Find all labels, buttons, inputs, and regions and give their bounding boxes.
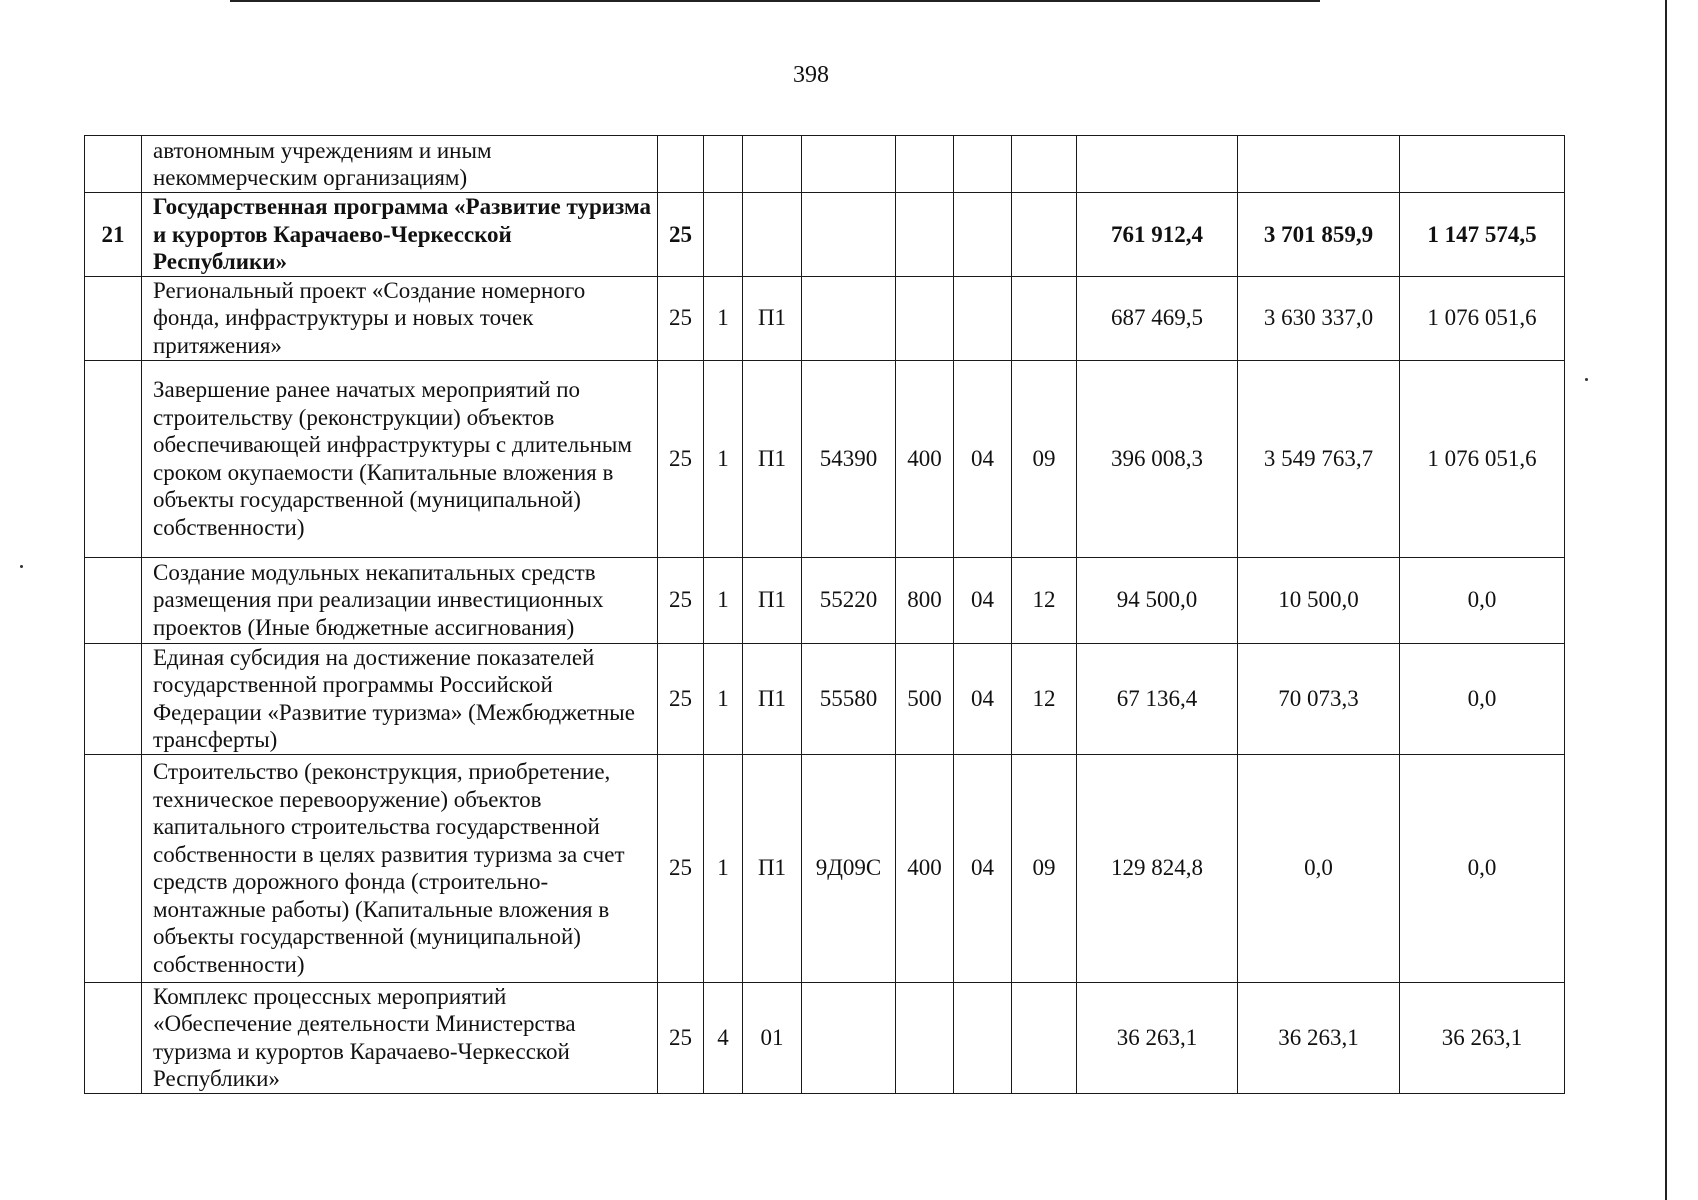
code-project-cell: П1	[743, 360, 802, 557]
item-name-cell: Региональный проект «Создание номерного фонда, инфраструктуры и новых точек притяжения»	[142, 276, 658, 360]
code-subsection-cell: 12	[1012, 643, 1077, 754]
top-edge-rule	[230, 0, 1320, 2]
code-ministry-cell: 25	[658, 557, 704, 643]
item-name-cell: автономным учреждениям и иным некоммерческим организациям)	[142, 136, 658, 193]
amount-year2-cell: 36 263,1	[1238, 982, 1400, 1093]
item-name-cell: Единая субсидия на достижение показателей государственной программы Российской Федерации «Развитие туризма» (Межбюджетные трансферты)	[142, 643, 658, 754]
code-direction-cell: 9Д09С	[802, 754, 896, 982]
code-ministry-cell: 25	[658, 643, 704, 754]
amount-year3-cell: 36 263,1	[1400, 982, 1565, 1093]
code-project-cell	[743, 136, 802, 193]
code-expense-type-cell: 400	[896, 360, 954, 557]
amount-year3-cell: 0,0	[1400, 643, 1565, 754]
amount-year2-cell: 10 500,0	[1238, 557, 1400, 643]
item-name-cell: Комплекс процессных мероприятий «Обеспечение деятельности Министерства туризма и курортов Карачаево-Черкесской Республики»	[142, 982, 658, 1093]
code-section-cell	[954, 136, 1012, 193]
code-expense-type-cell	[896, 982, 954, 1093]
amount-year2-cell	[1238, 136, 1400, 193]
code-subprogram-cell: 1	[704, 557, 743, 643]
budget-table	[84, 135, 1565, 1094]
code-ministry-cell: 25	[658, 982, 704, 1093]
amount-year1-cell: 36 263,1	[1077, 982, 1238, 1093]
code-ministry-cell: 25	[658, 360, 704, 557]
code-subsection-cell	[1012, 982, 1077, 1093]
code-section-cell: 04	[954, 643, 1012, 754]
amount-year1-cell: 687 469,5	[1077, 276, 1238, 360]
row-number-cell	[85, 360, 142, 557]
code-ministry-cell: 25	[658, 276, 704, 360]
amount-year1-cell: 129 824,8	[1077, 754, 1238, 982]
code-subsection-cell	[1012, 276, 1077, 360]
row-number-cell	[85, 557, 142, 643]
code-project-cell: П1	[743, 276, 802, 360]
page-number: 398	[793, 62, 829, 88]
code-subsection-cell	[1012, 193, 1077, 277]
item-name-cell: Завершение ранее начатых мероприятий по строительству (реконструкции) объектов обеспечивающей инфраструктуры с длительным сроком окупаемости (Капитальные вложения в объекты государственной (муниципальной) собственности)	[142, 360, 658, 557]
row-number-cell	[85, 982, 142, 1093]
row-number-cell	[85, 136, 142, 193]
amount-year1-cell: 396 008,3	[1077, 360, 1238, 557]
code-project-cell	[743, 193, 802, 277]
amount-year3-cell: 0,0	[1400, 754, 1565, 982]
code-expense-type-cell	[896, 136, 954, 193]
row-number-cell	[85, 276, 142, 360]
row-number-cell: 21	[85, 193, 142, 277]
amount-year2-cell: 3 701 859,9	[1238, 193, 1400, 277]
code-project-cell: 01	[743, 982, 802, 1093]
code-subsection-cell: 12	[1012, 557, 1077, 643]
code-direction-cell: 54390	[802, 360, 896, 557]
code-subsection-cell: 09	[1012, 754, 1077, 982]
table-row	[85, 136, 1565, 193]
amount-year2-cell: 3 549 763,7	[1238, 360, 1400, 557]
table-row	[85, 557, 1565, 643]
amount-year3-cell: 1 147 574,5	[1400, 193, 1565, 277]
table-row	[85, 276, 1565, 360]
code-direction-cell	[802, 193, 896, 277]
amount-year3-cell: 1 076 051,6	[1400, 276, 1565, 360]
code-subprogram-cell	[704, 136, 743, 193]
code-direction-cell: 55220	[802, 557, 896, 643]
code-expense-type-cell: 800	[896, 557, 954, 643]
amount-year3-cell: 0,0	[1400, 557, 1565, 643]
code-section-cell: 04	[954, 557, 1012, 643]
table-row	[85, 754, 1565, 982]
table-row	[85, 360, 1565, 557]
code-subprogram-cell: 4	[704, 982, 743, 1093]
amount-year2-cell: 0,0	[1238, 754, 1400, 982]
code-direction-cell: 55580	[802, 643, 896, 754]
table-row	[85, 982, 1565, 1093]
code-subprogram-cell: 1	[704, 360, 743, 557]
code-subprogram-cell: 1	[704, 754, 743, 982]
code-ministry-cell: 25	[658, 193, 704, 277]
item-name-cell: Создание модульных некапитальных средств размещения при реализации инвестиционных проектов (Иные бюджетные ассигнования)	[142, 557, 658, 643]
amount-year1-cell	[1077, 136, 1238, 193]
code-subprogram-cell: 1	[704, 276, 743, 360]
code-ministry-cell: 25	[658, 754, 704, 982]
table-row	[85, 643, 1565, 754]
scan-speck	[1585, 378, 1588, 381]
code-expense-type-cell: 500	[896, 643, 954, 754]
code-direction-cell	[802, 136, 896, 193]
amount-year2-cell: 3 630 337,0	[1238, 276, 1400, 360]
amount-year3-cell: 1 076 051,6	[1400, 360, 1565, 557]
amount-year3-cell	[1400, 136, 1565, 193]
code-subprogram-cell: 1	[704, 643, 743, 754]
amount-year1-cell: 94 500,0	[1077, 557, 1238, 643]
code-section-cell: 04	[954, 360, 1012, 557]
table-row	[85, 193, 1565, 277]
code-project-cell: П1	[743, 643, 802, 754]
right-edge-rule	[1665, 0, 1667, 1200]
amount-year1-cell: 67 136,4	[1077, 643, 1238, 754]
scan-speck	[20, 565, 23, 568]
table-body	[85, 136, 1565, 1094]
code-section-cell: 04	[954, 754, 1012, 982]
code-direction-cell	[802, 982, 896, 1093]
code-ministry-cell	[658, 136, 704, 193]
code-section-cell	[954, 276, 1012, 360]
amount-year1-cell: 761 912,4	[1077, 193, 1238, 277]
item-name-cell: Государственная программа «Развитие туризма и курортов Карачаево-Черкесской Республики»	[142, 193, 658, 277]
amount-year2-cell: 70 073,3	[1238, 643, 1400, 754]
code-subsection-cell	[1012, 136, 1077, 193]
code-section-cell	[954, 193, 1012, 277]
code-section-cell	[954, 982, 1012, 1093]
code-expense-type-cell: 400	[896, 754, 954, 982]
code-project-cell: П1	[743, 754, 802, 982]
row-number-cell	[85, 754, 142, 982]
code-subsection-cell: 09	[1012, 360, 1077, 557]
code-subprogram-cell	[704, 193, 743, 277]
code-project-cell: П1	[743, 557, 802, 643]
item-name-cell: Строительство (реконструкция, приобретение, техническое перевооружение) объектов капитального строительства государственной собственности в целях развития туризма за счет средств дорожного фонда (строительно-монтажные работы) (Капитальные вложения в объекты государственной (муниципальной) собственности)	[142, 754, 658, 982]
code-direction-cell	[802, 276, 896, 360]
code-expense-type-cell	[896, 193, 954, 277]
row-number-cell	[85, 643, 142, 754]
code-expense-type-cell	[896, 276, 954, 360]
